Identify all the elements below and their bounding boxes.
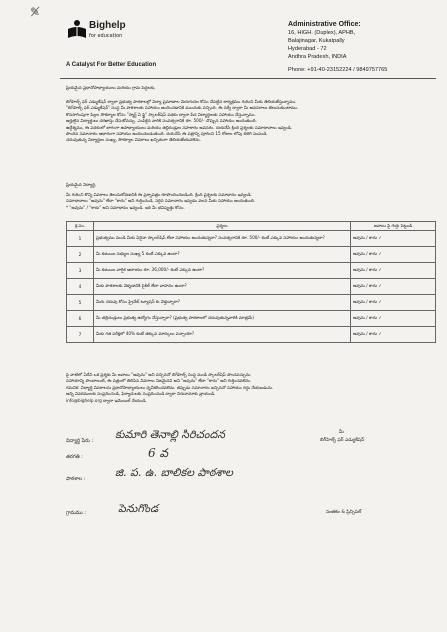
row-answer[interactable]: అవును / కాదు ✓	[351, 327, 436, 343]
row-answer[interactable]: అవును / కాదు ✓	[351, 231, 436, 247]
row-question: ప్రభుత్వము నుండి మీకు ఏదైనా స్కాలర్‌షిప్ లేదా సహాయం అందుతున్నదా? సంవత్సరానికి రూ. 500/- కంటే ఎక్కువ సహాయం అందుతున్నదా?	[94, 231, 351, 247]
no-option[interactable]: కాదు	[369, 235, 378, 240]
table-row	[67, 279, 436, 295]
intro-line: అర్హులైన విద్యార్థులు దరఖాస్తు చేసుకోవచ్చు. ఎంపికైన వారికి సంవత్సరానికి రూ. 500/- చొప్పున సహాయం అందుతుంది.	[66, 118, 257, 124]
office-line: 16, HIGH. (Duplex), APHB,	[288, 30, 356, 36]
checkmark-icon: ✓	[378, 283, 382, 288]
student-paragraph	[66, 192, 431, 211]
row-answer[interactable]: అవును / కాదు ✓	[351, 263, 436, 279]
table-header-row	[67, 222, 436, 231]
row-number: 6	[67, 311, 94, 327]
checkmark-icon: ✓	[378, 235, 382, 240]
from-label: మీ	[339, 430, 344, 435]
class-field[interactable]	[66, 454, 83, 461]
no-option[interactable]: కాదు	[369, 267, 378, 272]
row-number: 5	[67, 295, 94, 311]
village-field[interactable]	[66, 510, 86, 517]
checkmark-icon: ✓	[378, 267, 382, 272]
table-row	[67, 247, 436, 263]
no-option[interactable]: కాదు	[369, 283, 378, 288]
village-value[interactable]: పెనుగొండ	[118, 502, 159, 515]
closing-line: పై వాటిలో ఏదేని ఒక ప్రశ్నకు మీ జవాబు "అవును" అని వచ్చినచో బిగ్‌హెల్ప్ సంస్థ నుండి స్కాలర్‌షిప్ పొందవచ్చును.	[66, 372, 252, 377]
intro-line: "బిగ్‌హెల్ప్ ఫర్ ఎడ్యుకేషన్" సంస్థ మీ పాఠశాలకు సహాయం అందించడానికి ముందుకు వచ్చింది. ఈ సర్వే ద్వారా మీ అవసరాలు తెలుసుకుంటాము.	[66, 105, 299, 111]
student-line: సమాధానాలు "అవును" లేదా "కాదు" అని గుర్తించండి. సరైన సమాచారం ఇవ్వడం వలన మీకు సహాయం అందుతుంది.	[66, 198, 256, 204]
survey-table	[66, 221, 436, 343]
closing-paragraph	[66, 372, 431, 404]
class-label: తరగతి :	[66, 454, 83, 460]
row-number: 7	[67, 327, 94, 343]
row-number: 3	[67, 263, 94, 279]
intro-line: ఉద్దేశ్యము, ఈ పథకంలో భాగంగా ఉపాధ్యాయులు మరియు తల్లిదండ్రుల సహకారం అవసరం. దయచేసి క్రింది ప్రశ్నలకు సమాధానాలు ఇవ్వండి.	[66, 124, 293, 130]
yes-option[interactable]: అవును	[353, 331, 365, 336]
row-question: మీరు చదువు కోసం ప్రైవేట్ ట్యూషన్ కు వెళ్తున్నారా?	[94, 295, 351, 311]
row-question: మీకు పాఠశాలకు వెళ్ళడానికి సైకిల్ లేదా వాహనం ఉందా?	[94, 279, 351, 295]
row-number: 4	[67, 279, 94, 295]
closing-line: సహాయాన్ని పొందాలంటే, ఈ పత్రంలో తెలిపిన వివరాలు నిజమైనవి అని "అవును" లేదా "కాదు" అని గుర్తించవలెను.	[66, 378, 252, 384]
yes-option[interactable]: అవును	[353, 267, 365, 272]
row-question: మీకు గత పరీక్షలో 40% కంటే తక్కువ మార్కులు వచ్చాయా?	[94, 327, 351, 343]
row-answer[interactable]: అవును / కాదు ✓	[351, 295, 436, 311]
closing-line: info@bighelp.org ద్వారా ఇమెయిల్ చేయండి.	[66, 397, 147, 403]
table-row	[67, 327, 436, 343]
brand-subtitle: for education	[89, 33, 123, 39]
school-value[interactable]: జి. ప. ఉ. బాలికల పాఠశాల	[115, 466, 233, 479]
row-answer[interactable]: అవును / కాదు ✓	[351, 247, 436, 263]
tagline: A Catalyst For Better Education	[66, 62, 157, 68]
student-line: మీ గురించి కొన్ని వివరాలు తెలుసుకోవడానికి ఈ ప్రశ్నాపత్రం రూపొందించబడింది. క్రింది ప్రశ్నలకు సమాధానం ఇవ్వండి.	[66, 192, 252, 197]
pen-mark-icon: ✎̸	[30, 5, 41, 19]
school-field[interactable]	[66, 476, 85, 483]
row-answer[interactable]: అవును / కాదు ✓	[351, 279, 436, 295]
school-label: పాఠశాల :	[66, 476, 86, 482]
yes-option[interactable]: అవును	[353, 251, 365, 256]
no-option[interactable]: కాదు	[369, 315, 378, 320]
row-number: 2	[67, 247, 94, 263]
office-title: Administrative Office:	[288, 21, 361, 28]
closing-line: అన్ని వివరములకు సంప్రదించండి, ఫిర్యాదులకు సంప్రదించండి ద్వారా చిరునామాకు వ్రాయండి.	[66, 391, 216, 397]
closing-line: గమనిక: విద్యార్థి వివరాలను ప్రధానోపాధ్యాయులు ధృవీకరించవలెను. తప్పుడు సమాచారం ఇచ్చినచో సహాయం రద్దు చేయబడును.	[66, 384, 274, 390]
class-value[interactable]: 6 వ	[148, 446, 168, 460]
yes-option[interactable]: అవును	[353, 315, 365, 320]
table-row	[67, 311, 436, 327]
yes-option[interactable]: అవును	[353, 283, 365, 288]
no-option[interactable]: కాదు	[369, 299, 378, 304]
intro-line: బిగ్‌హెల్ప్ ఫర్ ఎడ్యుకేషన్ ద్వారా ప్రభుత్వ పాఠశాలల్లో విద్యా ప్రమాణాల మెరుగుదల కోసం చేపట్టిన కార్యక్రమం గురించి మీకు తెలియజేస్తున్నాము.	[66, 99, 297, 104]
no-option[interactable]: కాదు	[369, 251, 378, 256]
office-phone: Phone: +91-40-23152224 / 9849757765	[288, 67, 388, 73]
checkmark-icon: ✓	[378, 251, 382, 256]
org-signature: బిగ్‌హెల్ప్ ఫర్ ఎడ్యుకేషన్	[320, 438, 365, 443]
student-name-field[interactable]	[66, 438, 93, 445]
principal-signature-label: సంతకం & ప్రిన్సిపల్	[326, 510, 362, 515]
row-number: 1	[67, 231, 94, 247]
intro-line: పొందిన సమాచారం ఆధారంగా సహాయం అందించబడుతుంది. దయచేసి ఈ పత్రాన్ని పూరించి 15 రోజుల లోపు తిరిగి పంపండి.	[66, 131, 268, 137]
student-line: * "అవును" / "కాదు" అని సమాధానం ఇవ్వండి. ఇది మీ భవిష్యత్తు కోసం.	[66, 204, 185, 210]
salutation-headmaster: ప్రియమైన ప్రధానోపాధ్యాయులు మరియు గ్రామ పెద్దలకు,	[66, 85, 156, 90]
col-number-header: క్ర.సం.	[67, 222, 94, 231]
salutation-student: ప్రియమైన విద్యార్థి,	[66, 182, 97, 187]
table-row	[67, 263, 436, 279]
intro-paragraph	[66, 99, 431, 144]
intro-line: చదువుతున్న విద్యార్థుల సంఖ్య, సౌకర్యాల వివరాలు ఖచ్చితంగా తెలియజేయవలెను.	[66, 137, 201, 143]
col-question-header: ప్రశ్నలు	[94, 222, 351, 231]
checkmark-icon: ✓	[378, 331, 382, 336]
row-question: మీ కుటుంబ సభ్యుల సంఖ్య 5 కంటే ఎక్కువ ఉందా?	[94, 247, 351, 263]
no-option[interactable]: కాదు	[369, 331, 378, 336]
checkmark-icon: ✓	[378, 315, 382, 320]
brand-name: Bighelp	[89, 20, 126, 31]
office-line: Hyderabad - 72	[288, 46, 327, 52]
intro-line: కొనసాగింపుగా పిల్లల సౌకర్యాల కోసం "స్మార్ట్ ఏ ఫ్లై" స్కాలర్‌షిప్ పథకం ద్వారా పేద విద్యార్థులకు సహాయం చేస్తున్నాము.	[66, 111, 256, 117]
bighelp-logo	[66, 19, 126, 51]
header-divider	[60, 78, 436, 79]
row-question: మీ కుటుంబ వార్షిక ఆదాయం రూ. 36,000/- కంటే ఎక్కువ ఉందా?	[94, 263, 351, 279]
checkmark-icon: ✓	[378, 299, 382, 304]
office-address	[288, 21, 361, 61]
student-name-label: విద్యార్థి పేరు :	[66, 438, 94, 444]
table-row	[67, 295, 436, 311]
book-logo-icon	[66, 19, 88, 41]
student-name-value[interactable]: కుమారి తెనాల్లి సిరిచందన	[115, 428, 225, 441]
village-label: గ్రామము :	[66, 510, 87, 516]
table-row	[67, 231, 436, 247]
row-answer[interactable]: అవును / కాదు ✓	[351, 311, 436, 327]
office-line: Andhra Pradesh, INDIA	[288, 54, 347, 60]
yes-option[interactable]: అవును	[353, 235, 365, 240]
office-line: Balajinagar, Kukatpally	[288, 38, 345, 44]
col-answer-header: జవాబు పై గుర్తు పెట్టండి	[351, 222, 436, 231]
row-question: మీ తల్లిదండ్రులు ప్రభుత్వ ఉద్యోగం చేస్తున్నారా? (ప్రభుత్వ పాఠశాలలో చదువుతున్నవారికి మాత్రమే)	[94, 311, 351, 327]
yes-option[interactable]: అవును	[353, 299, 365, 304]
